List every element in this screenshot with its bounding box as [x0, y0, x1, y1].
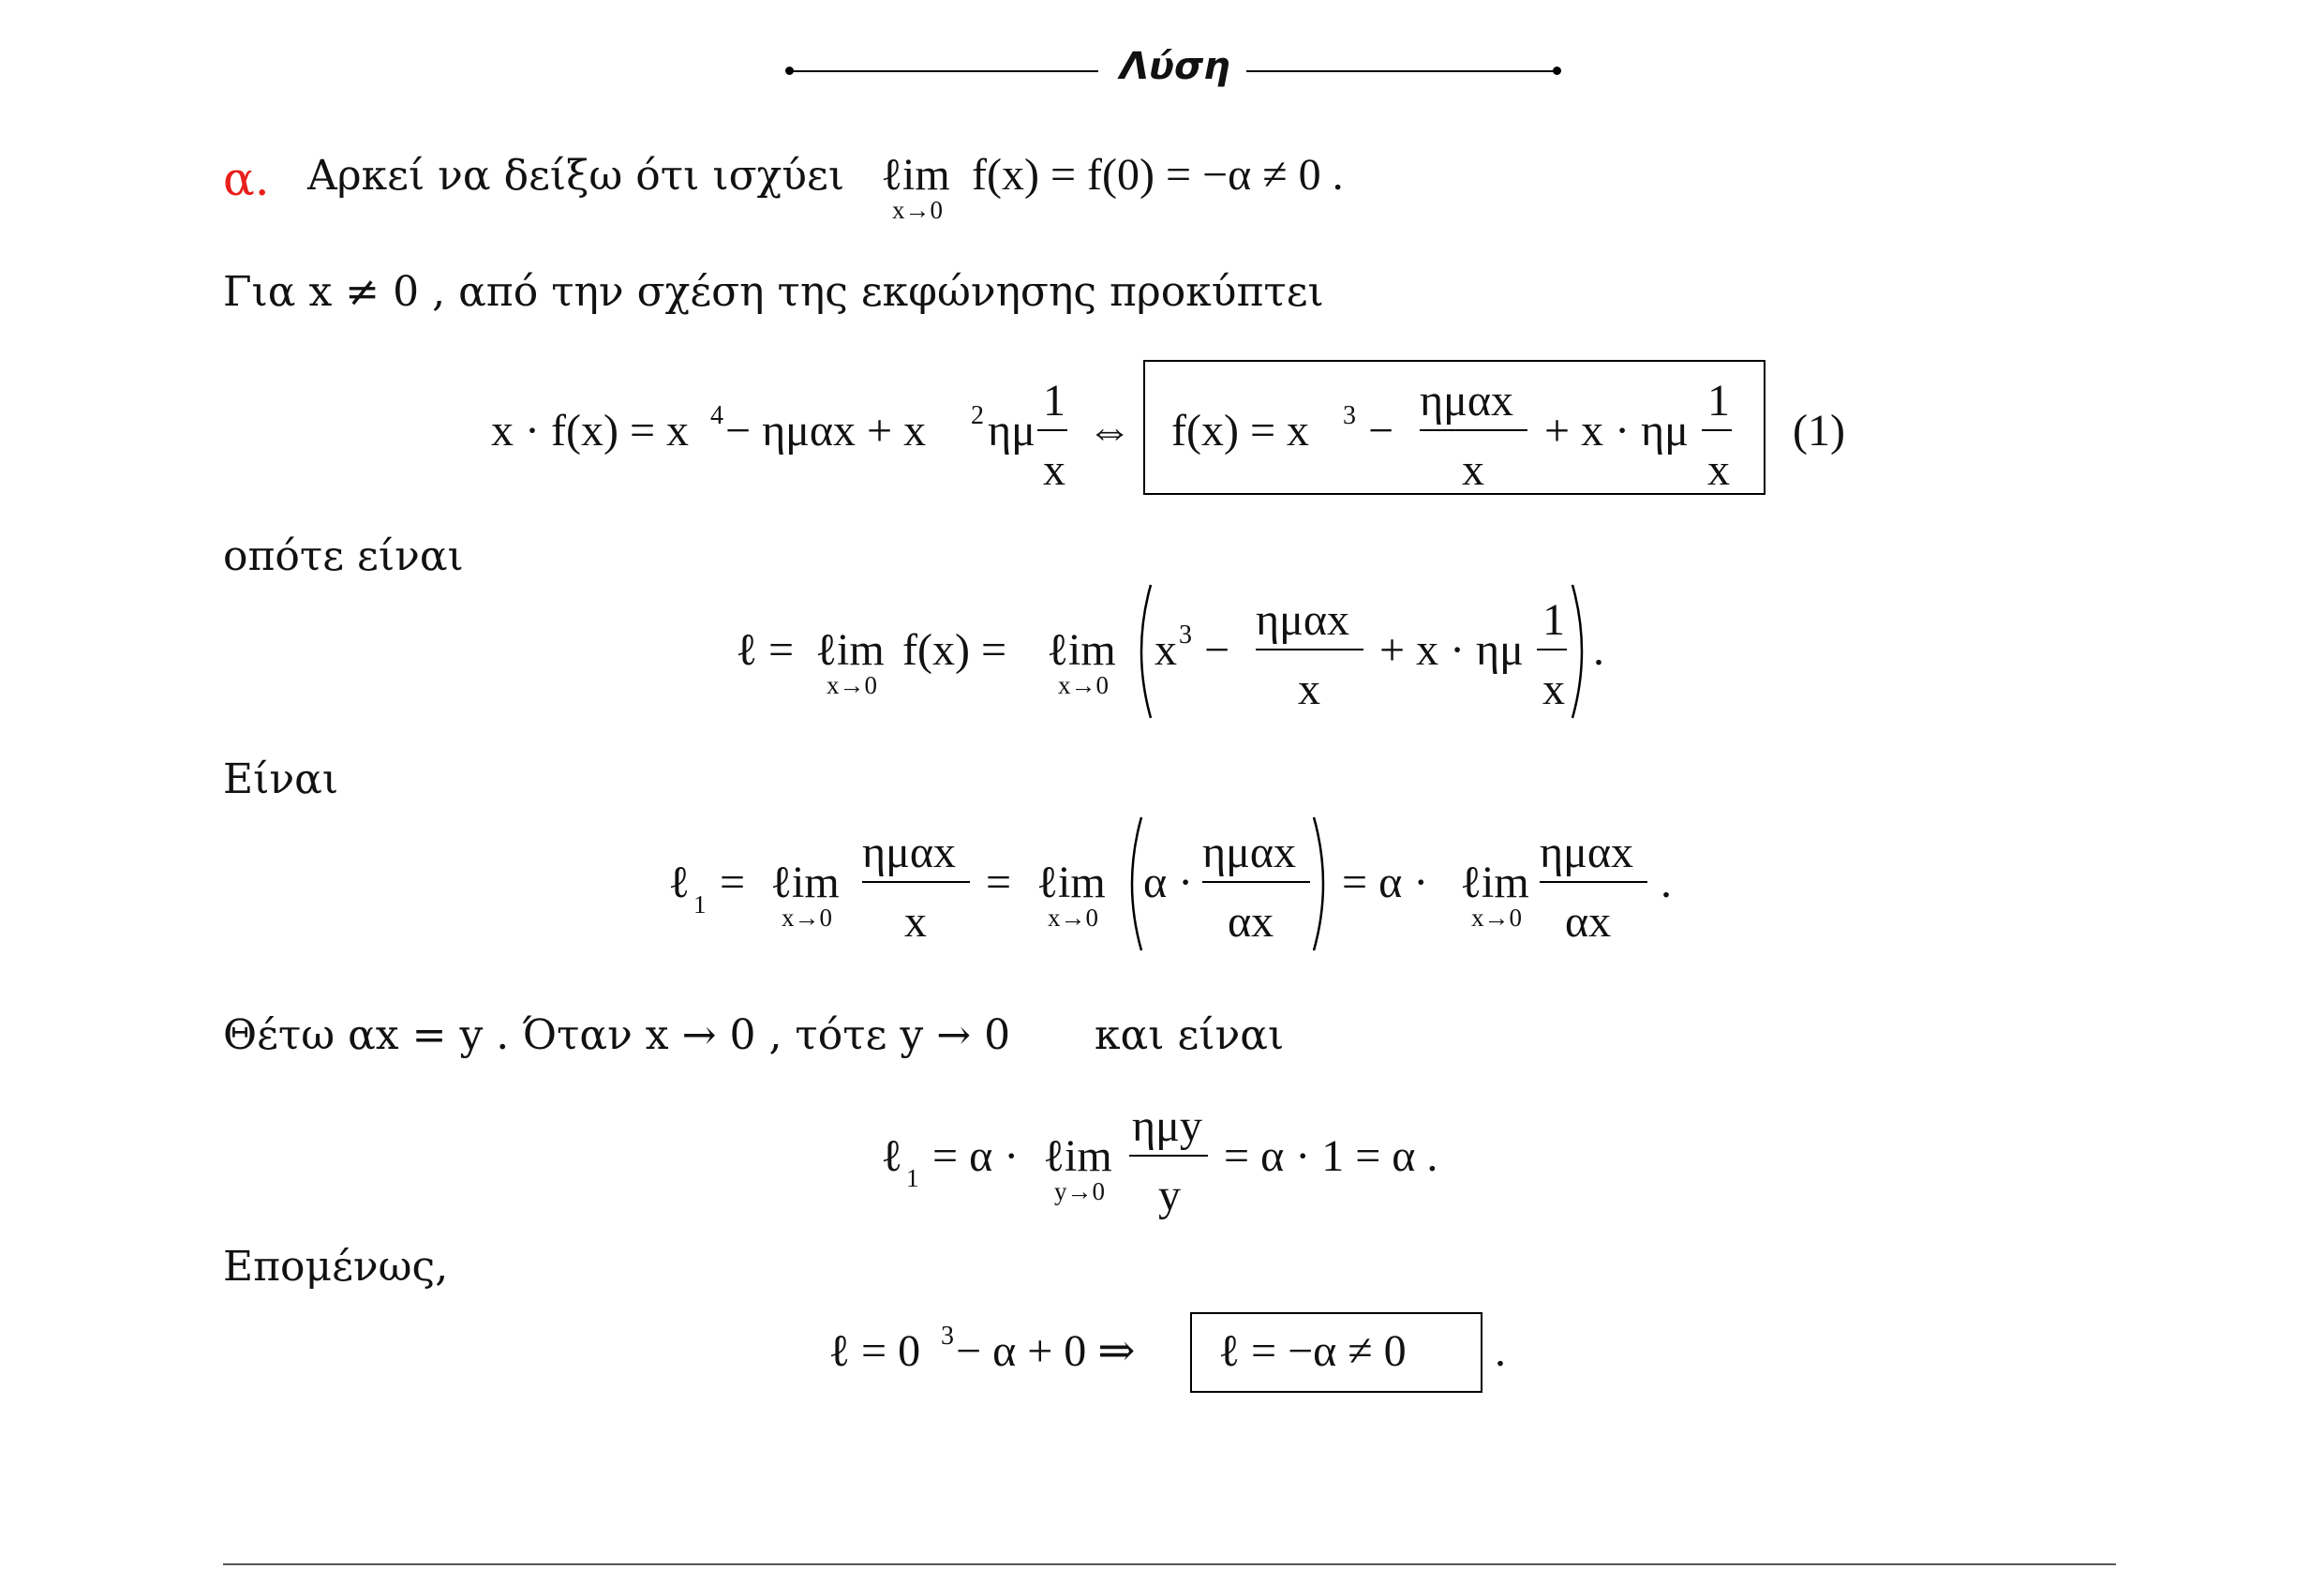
eq3-frac1-den: x: [904, 897, 927, 947]
eq1-boxed-f: f(x) = x: [1171, 406, 1310, 456]
part-label: α.: [223, 152, 270, 206]
eq2-lim2-sub: x→0: [1058, 671, 1109, 699]
eq3-ell: ℓ: [668, 858, 690, 907]
eq1-plus-x-hm: + x · ημ: [1544, 406, 1689, 456]
final-period: .: [1495, 1326, 1506, 1376]
it-is-text: Είναι: [223, 755, 339, 803]
eq1-exp4: 4: [710, 401, 723, 430]
eq3-lim2-sub: x→0: [1048, 904, 1098, 932]
eq1-frac2-den: x: [1462, 445, 1484, 495]
eq4-lim: ℓim: [1043, 1131, 1112, 1181]
eq2-frac2-bar: [1537, 649, 1567, 650]
eq4-ell: ℓ: [881, 1131, 902, 1181]
eq1-mid: − ημαx + x: [725, 406, 927, 456]
header-left-rule: [789, 70, 1098, 72]
eq1-frac2-bar: [1420, 429, 1527, 431]
for-x-text: Για x ≠ 0 , από την σχέση της εκφώνησης προκύπτει: [223, 268, 1324, 316]
eq2-lim1: ℓim: [815, 625, 885, 675]
eq3-lim1-sub: x→0: [782, 904, 832, 932]
equation-number: (1): [1793, 406, 1845, 456]
eq2-plus-x-hm: + x · ημ: [1379, 625, 1524, 675]
eq1-frac1-bar: [1037, 429, 1067, 431]
header-right-rule: [1246, 70, 1557, 72]
final-exp3: 3: [941, 1322, 954, 1351]
eq1-hm: ημ: [988, 406, 1035, 456]
eq3-lim3-sub: x→0: [1471, 904, 1522, 932]
eq1-iff: ⇔: [1087, 406, 1132, 456]
eq3-alpha-dot: α ·: [1143, 858, 1194, 907]
eq3-lim3: ℓim: [1460, 858, 1529, 907]
eq3-frac1-num: ημαx: [862, 828, 956, 877]
intro-equation: f(x) = f(0) = −α ≠ 0 .: [972, 150, 1344, 200]
eq3-frac2-den: αx: [1228, 897, 1274, 947]
solution-title: Λύση: [1120, 45, 1230, 88]
eq1-exp2: 2: [971, 401, 984, 430]
eq1-minus: −: [1368, 406, 1394, 456]
eq3-frac2-num: ημαx: [1202, 828, 1296, 877]
eq2-minus: −: [1204, 625, 1230, 675]
eq4-ell-sub: 1: [906, 1164, 919, 1192]
header-right-dot: [1553, 67, 1561, 75]
substitution-text-end: και είναι: [1095, 1011, 1285, 1059]
eq2-period: .: [1593, 625, 1604, 675]
eq1-left: x · f(x) = x: [491, 406, 690, 456]
eq3-frac2-bar: [1202, 881, 1310, 883]
eq2-frac1-bar: [1256, 649, 1363, 650]
eq2-x: x: [1155, 625, 1177, 675]
eq2-frac1-num: ημαx: [1256, 595, 1349, 645]
eq3-lim2: ℓim: [1036, 858, 1106, 907]
eq1-frac3-num: 1: [1707, 376, 1730, 426]
eq2-right-paren: [1567, 581, 1595, 722]
eq3-frac3-den: αx: [1565, 897, 1612, 947]
eq2-fx: f(x) =: [902, 625, 1007, 675]
substitution-text: Θέτω αx = y . Όταν x → 0 , τότε y → 0: [223, 1011, 1011, 1059]
eq4-frac-num: ημy: [1132, 1101, 1202, 1151]
eq3-eq-alpha-dot: = α ·: [1342, 858, 1429, 907]
eq3-frac3-num: ημαx: [1540, 828, 1633, 877]
intro-text: Αρκεί να δείξω ότι ισχύει: [307, 152, 845, 200]
eq3-period: .: [1661, 858, 1672, 907]
eq4-frac-den: y: [1158, 1171, 1181, 1220]
eq1-frac2-num: ημαx: [1420, 376, 1513, 426]
eq2-exp3: 3: [1179, 620, 1192, 650]
intro-lim: ℓim: [881, 150, 950, 200]
final-boxed: ℓ = −α ≠ 0: [1218, 1326, 1407, 1376]
eq2-frac2-num: 1: [1542, 595, 1565, 645]
eq2-left-paren: [1128, 581, 1156, 722]
eq1-frac3-den: x: [1707, 445, 1730, 495]
eq3-frac1-bar: [862, 881, 970, 883]
eq2-frac2-den: x: [1542, 665, 1565, 714]
eq3-eq2: =: [986, 858, 1012, 907]
eq3-ell-sub: 1: [693, 890, 707, 919]
eq4-tail: = α · 1 = α .: [1224, 1131, 1438, 1181]
eq1-exp3: 3: [1343, 401, 1356, 430]
eq4-eq-alpha-dot: = α ·: [932, 1131, 1020, 1181]
eq1-frac3-bar: [1702, 429, 1732, 431]
eq1-frac1-num: 1: [1043, 376, 1065, 426]
intro-lim-sub: x→0: [892, 196, 943, 224]
eq4-frac-bar: [1129, 1155, 1208, 1157]
eq4-lim-sub: y→0: [1054, 1177, 1105, 1205]
footer-rule: [223, 1563, 2116, 1565]
so-is-text: οπότε είναι: [223, 532, 464, 580]
eq3-eq1: =: [720, 858, 746, 907]
eq1-frac1-den: x: [1043, 445, 1065, 495]
eq3-frac3-bar: [1540, 881, 1647, 883]
eq2-lim2: ℓim: [1047, 625, 1116, 675]
eq3-lim1: ℓim: [770, 858, 840, 907]
final-left: ℓ = 0: [828, 1326, 921, 1376]
hence-text: Επομένως,: [223, 1243, 449, 1291]
eq3-right-paren: [1308, 814, 1336, 954]
eq2-lim1-sub: x→0: [827, 671, 877, 699]
eq2-start: ℓ =: [736, 625, 795, 675]
final-mid: − α + 0 ⇒: [956, 1326, 1136, 1376]
eq2-frac1-den: x: [1298, 665, 1320, 714]
